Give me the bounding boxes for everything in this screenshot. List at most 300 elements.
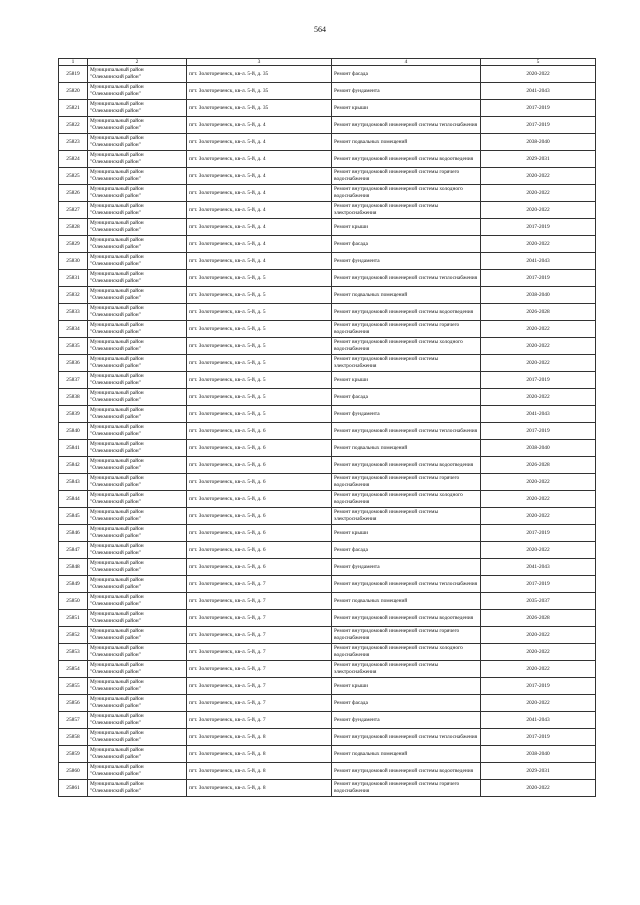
- row-number: 25829: [59, 236, 88, 253]
- row-number: 25824: [59, 151, 88, 168]
- work-type-cell: Ремонт фасада: [332, 542, 481, 559]
- work-type-cell: Ремонт фундамента: [332, 406, 481, 423]
- address-cell: пгт. Золотореченск, кв-л. 5-й, д. 8: [187, 729, 332, 746]
- municipality-line-1: Муниципальный район: [90, 441, 144, 447]
- municipality-line-1: Муниципальный район: [90, 509, 144, 515]
- municipality-cell: [88, 559, 187, 576]
- table-row: [59, 185, 596, 202]
- work-type-cell: Ремонт внутридомовой инженерной системы горячего водоснабжения: [332, 474, 481, 491]
- table-row: [59, 66, 596, 83]
- address-cell: пгт. Золотореченск, кв-л. 5-й, д. 5: [187, 270, 332, 287]
- work-type-cell: Ремонт подвальных помещений: [332, 134, 481, 151]
- table-row: [59, 610, 596, 627]
- municipality-line-1: Муниципальный район: [90, 373, 144, 379]
- period-cell: 2020-2022: [481, 66, 596, 83]
- work-type-cell: Ремонт фасада: [332, 236, 481, 253]
- column-header-4: 4: [332, 59, 481, 66]
- period-cell: 2017-2019: [481, 372, 596, 389]
- municipality-cell: [88, 440, 187, 457]
- address-cell: пгт. Золотореченск, кв-л. 5-й, д. 4: [187, 236, 332, 253]
- municipality-line-2: "Олекминский район": [90, 312, 141, 318]
- municipality-line-1: Муниципальный район: [90, 254, 144, 260]
- municipality-cell: [88, 508, 187, 525]
- table-row: [59, 440, 596, 457]
- municipality-line-1: Муниципальный район: [90, 577, 144, 583]
- period-cell: 2026-2028: [481, 457, 596, 474]
- municipality-line-2: "Олекминский район": [90, 176, 141, 182]
- period-cell: 2017-2019: [481, 525, 596, 542]
- municipality-line-2: "Олекминский район": [90, 516, 141, 522]
- work-type-cell: Ремонт внутридомовой инженерной системы водоотведения: [332, 151, 481, 168]
- municipality-line-1: Муниципальный район: [90, 560, 144, 566]
- municipality-line-1: Муниципальный район: [90, 713, 144, 719]
- address-cell: пгт. Золотореченск, кв-л. 5-й, д. 8: [187, 763, 332, 780]
- work-type-cell: Ремонт внутридомовой инженерной системы холодного водоснабжения: [332, 185, 481, 202]
- address-cell: пгт. Золотореченск, кв-л. 5-й, д. 5: [187, 406, 332, 423]
- municipality-line-2: "Олекминский район": [90, 550, 141, 556]
- municipality-line-1: Муниципальный район: [90, 288, 144, 294]
- municipality-cell: [88, 202, 187, 219]
- row-number: 25848: [59, 559, 88, 576]
- address-cell: пгт. Золотореченск, кв-л. 5-й, д. 6: [187, 457, 332, 474]
- address-cell: пгт. Золотореченск, кв-л. 5-й, д. 7: [187, 576, 332, 593]
- table-row: [59, 202, 596, 219]
- address-cell: пгт. Золотореченск, кв-л. 5-й, д. 5: [187, 304, 332, 321]
- period-cell: 2017-2019: [481, 576, 596, 593]
- work-type-cell: Ремонт внутридомовой инженерной системы водоотведения: [332, 457, 481, 474]
- work-type-cell: Ремонт внутридомовой инженерной системы электроснабжения: [332, 661, 481, 678]
- municipality-line-2: "Олекминский район": [90, 788, 141, 794]
- work-type-cell: Ремонт фасада: [332, 389, 481, 406]
- work-type-cell: Ремонт фундамента: [332, 253, 481, 270]
- municipality-line-2: "Олекминский район": [90, 108, 141, 114]
- municipality-cell: [88, 134, 187, 151]
- table-row: [59, 372, 596, 389]
- address-cell: пгт. Золотореченск, кв-л. 5-й, д. 4: [187, 168, 332, 185]
- municipality-line-2: "Олекминский район": [90, 533, 141, 539]
- municipality-line-2: "Олекминский район": [90, 244, 141, 250]
- municipality-line-2: "Олекминский район": [90, 397, 141, 403]
- municipality-line-1: Муниципальный район: [90, 84, 144, 90]
- address-cell: пгт. Золотореченск, кв-л. 5-й, д. 6: [187, 491, 332, 508]
- row-number: 25836: [59, 355, 88, 372]
- column-header-5: 5: [481, 59, 596, 66]
- period-cell: 2017-2019: [481, 678, 596, 695]
- table-row: [59, 729, 596, 746]
- municipality-cell: [88, 678, 187, 695]
- municipality-line-1: Муниципальный район: [90, 628, 144, 634]
- municipality-line-1: Муниципальный район: [90, 67, 144, 73]
- work-type-cell: Ремонт подвальных помещений: [332, 746, 481, 763]
- municipality-line-1: Муниципальный район: [90, 662, 144, 668]
- municipality-line-1: Муниципальный район: [90, 101, 144, 107]
- period-cell: 2017-2019: [481, 100, 596, 117]
- table-row: [59, 593, 596, 610]
- work-type-cell: Ремонт внутридомовой инженерной системы водоотведения: [332, 610, 481, 627]
- address-cell: пгт. Золотореченск, кв-л. 5-й, д. 7: [187, 627, 332, 644]
- table-row: [59, 746, 596, 763]
- address-cell: пгт. Золотореченск, кв-л. 5-й, д. 4: [187, 134, 332, 151]
- period-cell: 2035-2037: [481, 593, 596, 610]
- table-row: [59, 559, 596, 576]
- municipality-cell: [88, 712, 187, 729]
- municipality-cell: [88, 542, 187, 559]
- municipality-line-1: Муниципальный район: [90, 169, 144, 175]
- work-type-cell: Ремонт внутридомовой инженерной системы теплоснабжения: [332, 117, 481, 134]
- period-cell: 2020-2022: [481, 168, 596, 185]
- period-cell: 2041-2043: [481, 253, 596, 270]
- row-number: 25833: [59, 304, 88, 321]
- period-cell: 2041-2043: [481, 406, 596, 423]
- municipality-line-1: Муниципальный район: [90, 492, 144, 498]
- work-type-cell: Ремонт внутридомовой инженерной системы электроснабжения: [332, 508, 481, 525]
- table-row: [59, 100, 596, 117]
- municipality-cell: [88, 457, 187, 474]
- address-cell: пгт. Золотореченск, кв-л. 5-й, д. 6: [187, 474, 332, 491]
- table-row: [59, 661, 596, 678]
- table-header: [59, 59, 596, 66]
- work-type-cell: Ремонт внутридомовой инженерной системы горячего водоснабжения: [332, 321, 481, 338]
- municipality-line-1: Муниципальный район: [90, 390, 144, 396]
- row-number: 25843: [59, 474, 88, 491]
- row-number: 25839: [59, 406, 88, 423]
- period-cell: 2020-2022: [481, 389, 596, 406]
- work-type-cell: Ремонт фундамента: [332, 712, 481, 729]
- municipality-line-1: Муниципальный район: [90, 594, 144, 600]
- municipality-line-2: "Олекминский район": [90, 448, 141, 454]
- table-row: [59, 491, 596, 508]
- municipality-cell: [88, 117, 187, 134]
- address-cell: пгт. Золотореченск, кв-л. 5-й, д. 35: [187, 83, 332, 100]
- row-number: 25845: [59, 508, 88, 525]
- municipality-line-2: "Олекминский район": [90, 261, 141, 267]
- table-row: [59, 219, 596, 236]
- table-row: [59, 83, 596, 100]
- period-cell: 2020-2022: [481, 338, 596, 355]
- address-cell: пгт. Золотореченск, кв-л. 5-й, д. 4: [187, 151, 332, 168]
- table-row: [59, 151, 596, 168]
- municipality-cell: [88, 321, 187, 338]
- work-type-cell: Ремонт подвальных помещений: [332, 287, 481, 304]
- table-row: [59, 508, 596, 525]
- period-cell: 2041-2043: [481, 712, 596, 729]
- period-cell: 2029-2031: [481, 763, 596, 780]
- work-type-cell: Ремонт крыши: [332, 219, 481, 236]
- municipality-line-2: "Олекминский район": [90, 125, 141, 131]
- municipality-cell: [88, 355, 187, 372]
- address-cell: пгт. Золотореченск, кв-л. 5-й, д. 8: [187, 746, 332, 763]
- table-body: [59, 66, 596, 797]
- table-row: [59, 321, 596, 338]
- row-number: 25827: [59, 202, 88, 219]
- municipality-cell: [88, 780, 187, 797]
- work-type-cell: Ремонт крыши: [332, 100, 481, 117]
- municipality-line-2: "Олекминский район": [90, 669, 141, 675]
- row-number: 25840: [59, 423, 88, 440]
- work-type-cell: Ремонт внутридомовой инженерной системы теплоснабжения: [332, 270, 481, 287]
- table-row: [59, 253, 596, 270]
- period-cell: 2020-2022: [481, 644, 596, 661]
- period-cell: 2041-2043: [481, 559, 596, 576]
- municipality-line-2: "Олекминский район": [90, 584, 141, 590]
- address-cell: пгт. Золотореченск, кв-л. 5-й, д. 5: [187, 372, 332, 389]
- work-type-cell: Ремонт внутридомовой инженерной системы горячего водоснабжения: [332, 627, 481, 644]
- table-row: [59, 542, 596, 559]
- municipality-line-2: "Олекминский район": [90, 482, 141, 488]
- period-cell: 2026-2028: [481, 304, 596, 321]
- work-type-cell: Ремонт внутридомовой инженерной системы теплоснабжения: [332, 576, 481, 593]
- row-number: 25847: [59, 542, 88, 559]
- municipality-line-2: "Олекминский район": [90, 142, 141, 148]
- row-number: 25837: [59, 372, 88, 389]
- municipality-line-1: Муниципальный район: [90, 220, 144, 226]
- municipality-line-2: "Олекминский район": [90, 652, 141, 658]
- municipality-cell: [88, 253, 187, 270]
- address-cell: пгт. Золотореченск, кв-л. 5-й, д. 6: [187, 525, 332, 542]
- period-cell: 2026-2028: [481, 610, 596, 627]
- column-header-1: 1: [59, 59, 88, 66]
- municipality-cell: [88, 729, 187, 746]
- table-row: [59, 780, 596, 797]
- row-number: 25835: [59, 338, 88, 355]
- municipality-line-1: Муниципальный район: [90, 186, 144, 192]
- municipality-line-1: Муниципальный район: [90, 271, 144, 277]
- period-cell: 2017-2019: [481, 729, 596, 746]
- municipality-cell: [88, 525, 187, 542]
- municipality-cell: [88, 627, 187, 644]
- row-number: 25855: [59, 678, 88, 695]
- work-type-cell: Ремонт подвальных помещений: [332, 593, 481, 610]
- table-row: [59, 236, 596, 253]
- municipality-line-2: "Олекминский район": [90, 159, 141, 165]
- municipality-cell: [88, 338, 187, 355]
- municipality-cell: [88, 270, 187, 287]
- address-cell: пгт. Золотореченск, кв-л. 5-й, д. 4: [187, 219, 332, 236]
- municipality-line-1: Муниципальный район: [90, 679, 144, 685]
- row-number: 25846: [59, 525, 88, 542]
- address-cell: пгт. Золотореченск, кв-л. 5-й, д. 6: [187, 440, 332, 457]
- work-type-cell: Ремонт внутридомовой инженерной системы теплоснабжения: [332, 729, 481, 746]
- row-number: 25830: [59, 253, 88, 270]
- address-cell: пгт. Золотореченск, кв-л. 5-й, д. 5: [187, 355, 332, 372]
- municipality-line-1: Муниципальный район: [90, 611, 144, 617]
- period-cell: 2020-2022: [481, 542, 596, 559]
- municipality-line-1: Муниципальный район: [90, 543, 144, 549]
- address-cell: пгт. Золотореченск, кв-л. 5-й, д. 5: [187, 287, 332, 304]
- work-type-cell: Ремонт фасада: [332, 66, 481, 83]
- municipality-line-1: Муниципальный район: [90, 696, 144, 702]
- period-cell: 2029-2031: [481, 151, 596, 168]
- work-type-cell: Ремонт фундамента: [332, 559, 481, 576]
- municipality-cell: [88, 406, 187, 423]
- municipality-cell: [88, 185, 187, 202]
- row-number: 25821: [59, 100, 88, 117]
- period-cell: 2020-2022: [481, 780, 596, 797]
- municipality-line-1: Муниципальный район: [90, 475, 144, 481]
- municipality-line-1: Муниципальный район: [90, 135, 144, 141]
- municipality-cell: [88, 491, 187, 508]
- table-row: [59, 678, 596, 695]
- municipality-line-2: "Олекминский район": [90, 754, 141, 760]
- municipality-line-1: Муниципальный район: [90, 526, 144, 532]
- row-number: 25819: [59, 66, 88, 83]
- municipality-line-1: Муниципальный район: [90, 203, 144, 209]
- municipality-line-2: "Олекминский район": [90, 720, 141, 726]
- page-number: 564: [314, 25, 326, 34]
- municipality-line-1: Муниципальный район: [90, 458, 144, 464]
- row-number: 25842: [59, 457, 88, 474]
- table-row: [59, 712, 596, 729]
- work-type-cell: Ремонт крыши: [332, 372, 481, 389]
- municipality-cell: [88, 168, 187, 185]
- period-cell: 2020-2022: [481, 355, 596, 372]
- table-row: [59, 117, 596, 134]
- municipality-line-1: Муниципальный район: [90, 305, 144, 311]
- municipality-line-1: Муниципальный район: [90, 339, 144, 345]
- address-cell: пгт. Золотореченск, кв-л. 5-й, д. 7: [187, 644, 332, 661]
- table-row: [59, 304, 596, 321]
- row-number: 25822: [59, 117, 88, 134]
- address-cell: пгт. Золотореченск, кв-л. 5-й, д. 6: [187, 508, 332, 525]
- works-table: [58, 58, 596, 797]
- table-row: [59, 695, 596, 712]
- municipality-cell: [88, 474, 187, 491]
- municipality-line-2: "Олекминский район": [90, 567, 141, 573]
- address-cell: пгт. Золотореченск, кв-л. 5-й, д. 5: [187, 321, 332, 338]
- address-cell: пгт. Золотореченск, кв-л. 5-й, д. 7: [187, 593, 332, 610]
- period-cell: 2038-2040: [481, 287, 596, 304]
- period-cell: 2020-2022: [481, 491, 596, 508]
- municipality-cell: [88, 372, 187, 389]
- municipality-line-2: "Олекминский район": [90, 210, 141, 216]
- municipality-line-2: "Олекминский район": [90, 363, 141, 369]
- work-type-cell: Ремонт внутридомовой инженерной системы электроснабжения: [332, 202, 481, 219]
- row-number: 25831: [59, 270, 88, 287]
- table-row: [59, 474, 596, 491]
- municipality-line-2: "Олекминский район": [90, 74, 141, 80]
- municipality-line-2: "Олекминский район": [90, 499, 141, 505]
- work-type-cell: Ремонт фасада: [332, 695, 481, 712]
- municipality-line-1: Муниципальный район: [90, 118, 144, 124]
- municipality-line-2: "Олекминский район": [90, 431, 141, 437]
- municipality-line-2: "Олекминский район": [90, 346, 141, 352]
- address-cell: пгт. Золотореченск, кв-л. 5-й, д. 6: [187, 559, 332, 576]
- work-type-cell: Ремонт подвальных помещений: [332, 440, 481, 457]
- municipality-cell: [88, 695, 187, 712]
- row-number: 25850: [59, 593, 88, 610]
- municipality-line-2: "Олекминский район": [90, 703, 141, 709]
- period-cell: 2017-2019: [481, 117, 596, 134]
- municipality-line-2: "Олекминский район": [90, 193, 141, 199]
- address-cell: пгт. Золотореченск, кв-л. 5-й, д. 35: [187, 66, 332, 83]
- table-row: [59, 389, 596, 406]
- address-cell: пгт. Золотореченск, кв-л. 5-й, д. 4: [187, 117, 332, 134]
- work-type-cell: Ремонт внутридомовой инженерной системы водоотведения: [332, 763, 481, 780]
- table-row: [59, 576, 596, 593]
- municipality-cell: [88, 763, 187, 780]
- address-cell: пгт. Золотореченск, кв-л. 5-й, д. 4: [187, 202, 332, 219]
- work-type-cell: Ремонт фундамента: [332, 83, 481, 100]
- table-row: [59, 457, 596, 474]
- address-cell: пгт. Золотореченск, кв-л. 5-й, д. 5: [187, 338, 332, 355]
- municipality-cell: [88, 593, 187, 610]
- address-cell: пгт. Золотореченск, кв-л. 5-й, д. 7: [187, 661, 332, 678]
- municipality-line-2: "Олекминский район": [90, 380, 141, 386]
- row-number: 25851: [59, 610, 88, 627]
- municipality-line-2: "Олекминский район": [90, 91, 141, 97]
- work-type-cell: Ремонт внутридомовой инженерной системы горячего водоснабжения: [332, 168, 481, 185]
- address-cell: пгт. Золотореченск, кв-л. 5-й, д. 7: [187, 678, 332, 695]
- municipality-line-1: Муниципальный район: [90, 152, 144, 158]
- row-number: 25859: [59, 746, 88, 763]
- period-cell: 2038-2040: [481, 440, 596, 457]
- column-header-3: 3: [187, 59, 332, 66]
- work-type-cell: Ремонт внутридомовой инженерной системы теплоснабжения: [332, 423, 481, 440]
- address-cell: пгт. Золотореченск, кв-л. 5-й, д. 6: [187, 423, 332, 440]
- address-cell: пгт. Золотореченск, кв-л. 5-й, д. 8: [187, 780, 332, 797]
- table-row: [59, 134, 596, 151]
- municipality-cell: [88, 389, 187, 406]
- row-number: 25820: [59, 83, 88, 100]
- row-number: 25849: [59, 576, 88, 593]
- municipality-line-2: "Олекминский район": [90, 295, 141, 301]
- work-type-cell: Ремонт внутридомовой инженерной системы водоотведения: [332, 304, 481, 321]
- row-number: 25841: [59, 440, 88, 457]
- row-number: 25858: [59, 729, 88, 746]
- municipality-line-1: Муниципальный район: [90, 747, 144, 753]
- municipality-cell: [88, 661, 187, 678]
- municipality-cell: [88, 644, 187, 661]
- row-number: 25853: [59, 644, 88, 661]
- table-row: [59, 525, 596, 542]
- municipality-line-1: Муниципальный район: [90, 424, 144, 430]
- table-row: [59, 406, 596, 423]
- work-type-cell: Ремонт внутридомовой инженерной системы холодного водоснабжения: [332, 644, 481, 661]
- municipality-cell: [88, 219, 187, 236]
- municipality-line-2: "Олекминский район": [90, 329, 141, 335]
- address-cell: пгт. Золотореченск, кв-л. 5-й, д. 4: [187, 185, 332, 202]
- period-cell: 2017-2019: [481, 423, 596, 440]
- period-cell: 2020-2022: [481, 236, 596, 253]
- municipality-cell: [88, 236, 187, 253]
- period-cell: 2020-2022: [481, 185, 596, 202]
- municipality-line-2: "Олекминский район": [90, 601, 141, 607]
- period-cell: 2020-2022: [481, 321, 596, 338]
- municipality-cell: [88, 576, 187, 593]
- municipality-cell: [88, 66, 187, 83]
- row-number: 25856: [59, 695, 88, 712]
- address-cell: пгт. Золотореченск, кв-л. 5-й, д. 4: [187, 253, 332, 270]
- address-cell: пгт. Золотореченск, кв-л. 5-й, д. 7: [187, 695, 332, 712]
- municipality-cell: [88, 423, 187, 440]
- work-type-cell: Ремонт крыши: [332, 678, 481, 695]
- municipality-line-2: "Олекминский район": [90, 465, 141, 471]
- table-row: [59, 423, 596, 440]
- address-cell: пгт. Золотореченск, кв-л. 5-й, д. 5: [187, 389, 332, 406]
- period-cell: 2041-2043: [481, 83, 596, 100]
- row-number: 25861: [59, 780, 88, 797]
- municipality-cell: [88, 100, 187, 117]
- header-row: [59, 59, 596, 66]
- work-type-cell: Ремонт внутридомовой инженерной системы холодного водоснабжения: [332, 491, 481, 508]
- table-row: [59, 763, 596, 780]
- period-cell: 2017-2019: [481, 219, 596, 236]
- municipality-line-2: "Олекминский район": [90, 278, 141, 284]
- period-cell: 2020-2022: [481, 202, 596, 219]
- address-cell: пгт. Золотореченск, кв-л. 5-й, д. 7: [187, 712, 332, 729]
- row-number: 25854: [59, 661, 88, 678]
- municipality-line-2: "Олекминский район": [90, 635, 141, 641]
